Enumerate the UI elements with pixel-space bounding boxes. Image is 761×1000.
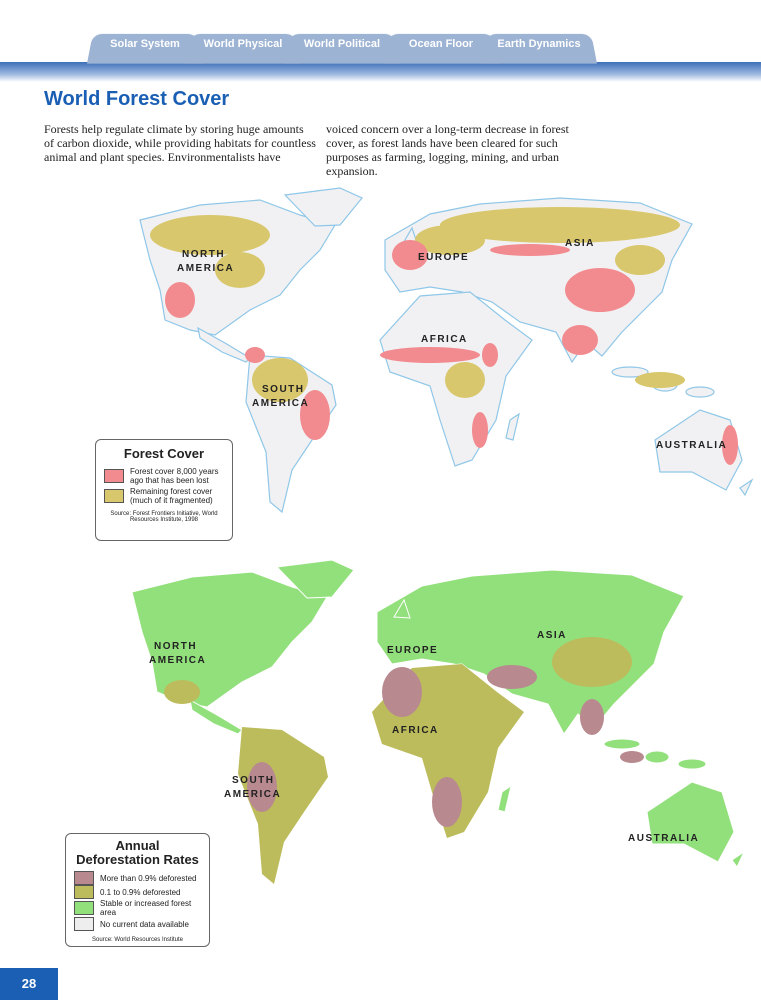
legend-label: Stable or increased forest area [100, 899, 192, 917]
label-north-america: NORTH [154, 641, 198, 652]
legend-title: Annual Deforestation Rates [76, 838, 199, 867]
deforestation-legend [65, 833, 210, 947]
tab-label[interactable]: Solar System [110, 38, 180, 50]
legend-swatch [74, 871, 94, 885]
legend-label: Forest cover 8,000 years ago that has been lost [130, 467, 219, 485]
label-south-america: SOUTH [232, 775, 275, 786]
intro-col-1: Forests help regulate climate by storing huge amounts of carbon dioxide, while providing habitats for countless animal and plant species. Environmentalists have [44, 122, 316, 164]
label-europe: EUROPE [418, 252, 470, 263]
legend-source: Source: Forest Frontiers Initiative, World Resources Institute, 1998 [110, 511, 218, 523]
legend-swatch [74, 917, 94, 931]
legend-item [74, 871, 201, 885]
deforestation-map [132, 560, 744, 884]
label-asia: ASIA [537, 630, 567, 641]
tab-label[interactable]: Ocean Floor [408, 38, 474, 50]
legend-item [104, 467, 224, 485]
tab-label[interactable]: World Political [303, 38, 381, 50]
legend-item [74, 917, 201, 931]
page-number: 28 [0, 968, 58, 1000]
label-africa: AFRICA [421, 334, 468, 345]
legend-label: No current data available [100, 919, 189, 929]
legend-item [104, 487, 224, 505]
legend-title: Forest Cover [123, 446, 205, 461]
forest-cover-legend [95, 439, 233, 541]
tab-label[interactable]: Earth Dynamics [497, 38, 581, 50]
label-south-america: SOUTH [262, 384, 305, 395]
label-north-america: AMERICA [177, 263, 235, 274]
label-europe: EUROPE [387, 645, 439, 656]
label-africa: AFRICA [392, 725, 439, 736]
legend-label: 0.1 to 0.9% deforested [100, 887, 181, 897]
legend-label: Remaining forest cover (much of it fragmented) [130, 487, 213, 505]
legend-source: Source: World Resources Institute [92, 937, 183, 943]
legend-item [74, 899, 201, 917]
label-south-america: AMERICA [224, 789, 282, 800]
legend-swatch [74, 885, 94, 899]
tab-label[interactable]: World Physical [203, 38, 283, 50]
legend-label: More than 0.9% deforested [100, 873, 197, 883]
label-north-america: NORTH [182, 249, 226, 260]
label-south-america: AMERICA [252, 398, 310, 409]
label-australia: AUSTRALIA [628, 833, 700, 844]
intro-col-2: voiced concern over a long-term decrease in forest cover, as forest lands have been cleared for such purposes as farming, logging, mining, and urban expansion. [326, 122, 569, 178]
legend-item [74, 885, 201, 899]
label-north-america: AMERICA [149, 655, 207, 666]
legend-swatch [104, 489, 124, 503]
label-australia: AUSTRALIA [656, 440, 728, 451]
legend-swatch [104, 469, 124, 483]
page-title: World Forest Cover [44, 88, 230, 110]
legend-swatch [74, 901, 94, 915]
label-asia: ASIA [565, 238, 595, 249]
